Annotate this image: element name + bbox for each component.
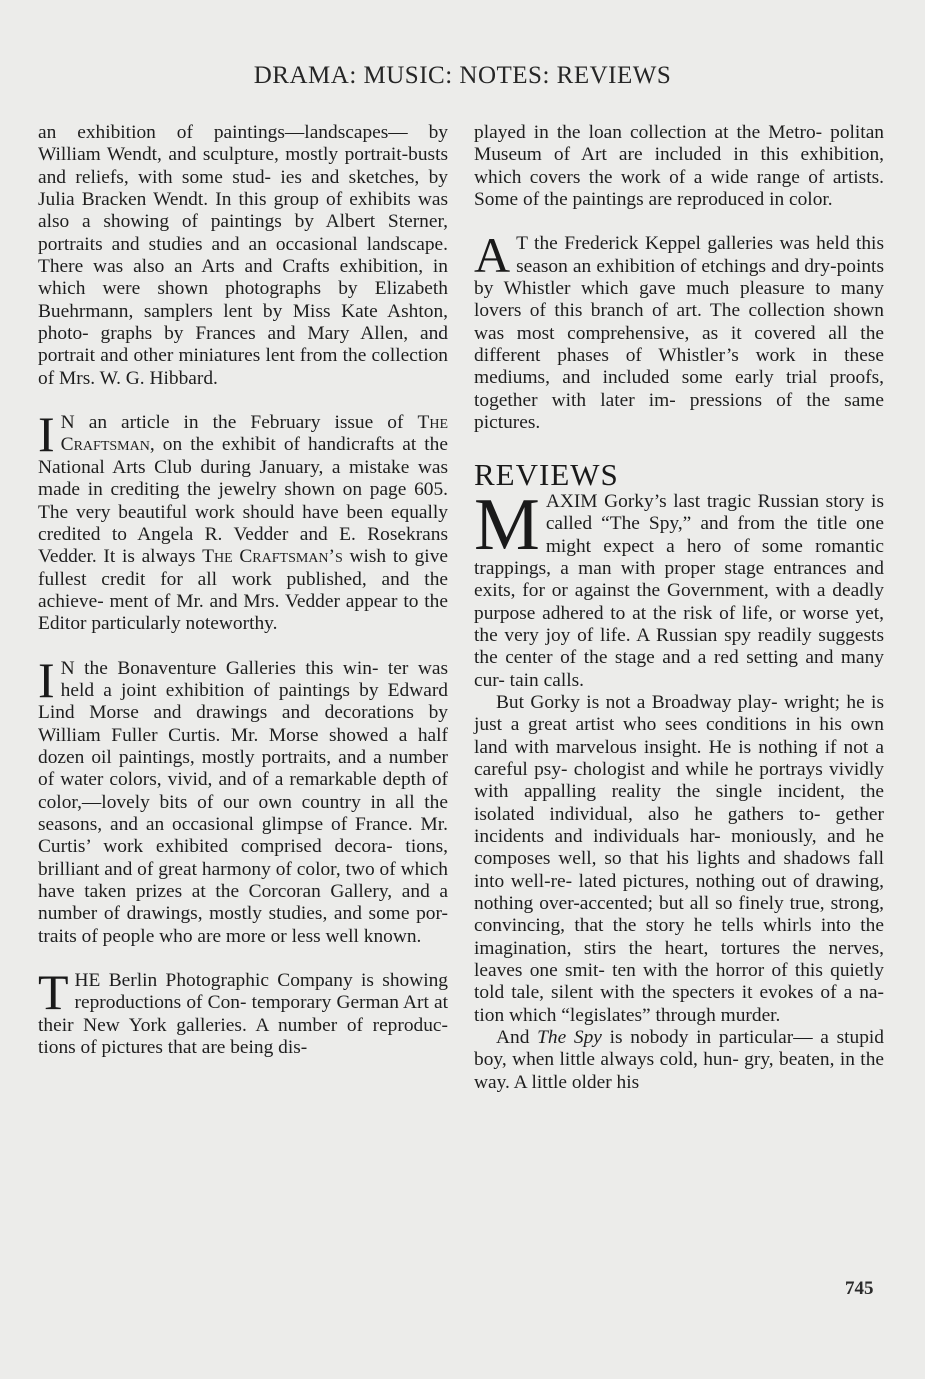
section-heading-reviews: REVIEWS <box>474 457 619 493</box>
right-column <box>474 122 884 1094</box>
paragraph-berlin-photographic: THE Berlin Photographic Company is showing reproductions of Con- temporary German Art at their New York galleries. A number of reproduc- tions of pictures that are being dis- <box>38 964 448 1059</box>
page-number: 745 <box>845 1278 874 1299</box>
magazine-name: The Craftsman <box>60 412 448 456</box>
paragraph-loan-collection: played in the loan collection at the Metro- politan Museum of Art are included in this exhibition, which covers the work of a wide range of artists. Some of the paintings are reproduced in color. <box>474 122 884 211</box>
drop-cap: T <box>38 964 69 1021</box>
paragraph-gorky-spy: MAXIM Gorky’s last tragic Russian story is called “The Spy,” and from the title one might expect a hero of some romantic trappings, a man with proper stage entrances and exits, for or against the Government, with a deadly purpose adhered to at the risk of life, or worse yet, the very joy of life. A Russian spy readily suggests the center of the stage and a red setting and many cur- tain calls. <box>474 483 884 691</box>
running-header: DRAMA: MUSIC: NOTES: REVIEWS <box>253 62 672 89</box>
left-column <box>38 122 448 1059</box>
paragraph-the-spy: And The Spy is nobody in particular— a stupid boy, when little always cold, hun- gry, beaten, in the way. A little older his <box>474 1027 885 1093</box>
drop-cap: M <box>474 483 540 566</box>
paragraph-gorky-artist: But Gorky is not a Broadway play- wright; he is just a great artist who sees conditions in his own land with marvelous insight. He is nothing if not a careful psy- chologist and while he portrays vividly with appalling reality the single incident, the isolated individual, also he gathers to- gether incidents and individuals har- moniously, and he composes well, so that his lights and shadows fall into well-re- lated pictures, nothing out of drawing, nothing over-accented; but all so finely true, strong, convincing, that the story he tells whirls into the imagination, stirs the heart, tortures the nerves, leaves one smit- ten with the horror of this quietly told tale, silent with the specters it evokes of a na- tion which “legislates” through murder. <box>474 691 884 1026</box>
drop-cap: A <box>474 227 511 284</box>
paragraph-bonaventure: I N the Bonaventure Galleries this win- ter was held a joint exhibition of paintings by Edward Lind Morse and drawings and decorations by William Fuller Curtis. Mr. Morse showed a half dozen oil paintings, mostly portraits, and a number of water colors, vivid, and of a remarkable depth of color,—lovely bits of our own country in all the seasons, and an occasional glimpse of France. Mr. Curtis’ work exhibited comprised decora- tions, brilliant and of great harmony of color, two of which have taken prizes at the Corcoran Gallery, and a number of drawings, mostly studies, and some por- traits of people who are more or less well known. <box>38 651 448 947</box>
paragraph-keppel-galleries: A T the Frederick Keppel galleries was held this season an exhibition of etchings and dry-points by Whistler which gave much pleasure to many lovers of this branch of art. The collection shown was most comprehensive, as it covered all the different phases of Whistler’s work in these mediums, and included some early trial proofs, together with later im- pressions of the same pictures. <box>474 227 884 434</box>
book-title: The Spy <box>537 1027 602 1049</box>
magazine-name: The Craftsman’s <box>202 546 343 568</box>
drop-cap: I <box>38 406 55 463</box>
paragraph-craftsman-correction: I N an article in the February issue of The Craftsman, on the exhibit of handicrafts at the National Arts Club during January, a mistake was made in crediting the jewelry shown on page 605. The very beautiful work should have been equally credited to Angela R. Vedder and E. Rosekrans Vedder. It is always The Craftsman’s wish to give fullest credit for all work published, and the achieve- ment of Mr. and Mrs. Vedder appear to the Editor particularly noteworthy. <box>38 406 448 635</box>
drop-cap: I <box>38 651 55 708</box>
paragraph-wendt: an exhibition of paintings—landscapes— by William Wendt, and sculpture, mostly portrait-busts and reliefs, with some stud- ies and sketches, by Julia Bracken Wendt. In this group of exhibits was also a showing of paintings by Albert Sterner, portraits and studies and an occasional landscape. There was also an Arts and Crafts exhibition, in which were shown photographs by Elizabeth Buehrmann, samplers lent by Miss Kate Ashton, photo- graphs by Frances and Mary Allen, and portrait and other miniatures lent from the collection of Mrs. W. G. Hibbard. <box>38 122 448 389</box>
